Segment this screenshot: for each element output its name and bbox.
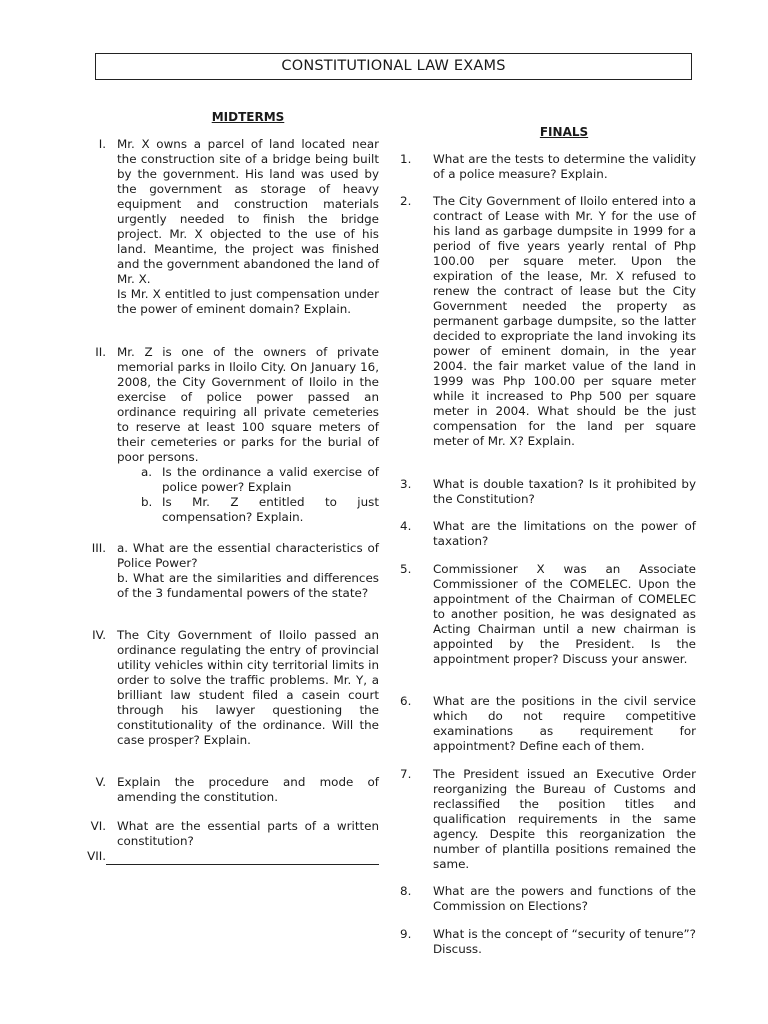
item-number: 7. bbox=[400, 767, 412, 781]
item-number: 3. bbox=[400, 477, 412, 491]
item-text bbox=[117, 775, 379, 805]
item-number: VII. bbox=[87, 849, 106, 863]
item-number: II. bbox=[95, 345, 106, 359]
item-text bbox=[117, 819, 379, 849]
item-number: III. bbox=[91, 541, 106, 555]
item-text: What is double taxation? Is it prohibited by the Constitution? bbox=[433, 477, 696, 506]
sub-item-letter: a. bbox=[141, 465, 153, 479]
item-text bbox=[117, 541, 379, 601]
item-paragraph: b. What are the similarities and differences of the 3 fundamental powers of the state? bbox=[117, 571, 379, 600]
item-text: What are the positions in the civil service which do not require competitive examinations as requirement for appointment? Define each of them. bbox=[433, 694, 696, 753]
item-number: I. bbox=[98, 137, 106, 151]
finals-heading: FINALS bbox=[539, 125, 589, 139]
item-paragraph: a. What are the essential characteristics of Police Power? bbox=[117, 541, 379, 570]
item-number: 4. bbox=[400, 519, 412, 533]
item-number: VI. bbox=[90, 819, 106, 833]
item-paragraph: Mr. Z is one of the owners of private memorial parks in Iloilo City. On January 16, 2008, the City Government of Iloilo in the exercise of police power passed an ordinance requiring all private cemeteries to reserve at least 100 square meters of their cemeteries or parks for the burial of poor persons. bbox=[117, 345, 379, 464]
item-paragraph: What are the essential parts of a written constitution? bbox=[117, 819, 379, 848]
item-number: 2. bbox=[400, 194, 412, 208]
sub-item-text: Is Mr. Z entitled to just compensation? Explain. bbox=[162, 495, 379, 524]
item-text: The City Government of Iloilo entered into a contract of Lease with Mr. Y for the use of his land as garbage dumpsite in 1999 for a period of five years yearly rental of Php 100.00 per square meter. Upon the expiration of the lease, Mr. X refused to renew the contract of lease but the City Government needed the property as permanent garbage dumpsite, so the latter decided to expropriate the land invoking its power of eminent domain, in the year 2004. the fair market value of the land in 1999 was Php 100.00 per square meter while it increased to Php 500 per square meter in 2004. What should be the just compensation for the land per square meter of Mr. X? Explain. bbox=[433, 194, 696, 448]
item-number: 5. bbox=[400, 562, 412, 576]
item-number: 6. bbox=[400, 694, 412, 708]
item-text: What is the concept of “security of tenure”? Discuss. bbox=[433, 927, 696, 956]
item-number: 8. bbox=[400, 884, 412, 898]
exam-title: CONSTITUTIONAL LAW EXAMS bbox=[95, 53, 692, 80]
item-paragraph: Is Mr. X entitled to just compensation under the power of eminent domain? Explain. bbox=[117, 287, 379, 316]
sub-item-letter: b. bbox=[141, 495, 153, 509]
item-text bbox=[117, 137, 379, 317]
sub-item-text: Is the ordinance a valid exercise of police power? Explain bbox=[162, 465, 379, 494]
item-text: What are the tests to determine the validity of a police measure? Explain. bbox=[433, 152, 696, 181]
item-text: The President issued an Executive Order reorganizing the Bureau of Customs and reclassified the position titles and qualification requirements in the same agency. Despite this reorganization the number of plantilla positions remained the same. bbox=[433, 767, 696, 871]
item-paragraph: Mr. X owns a parcel of land located near the construction site of a bridge being built by the government. His land was used by the government as storage of heavy equipment and construction materials urgently needed to finish the bridge project. Mr. X objected to the use of his land. Meantime, the project was finished and the government abandoned the land of Mr. X. bbox=[117, 137, 379, 286]
item-text: What are the limitations on the power of taxation? bbox=[433, 519, 696, 548]
item-paragraph: The City Government of Iloilo passed an ordinance regulating the entry of provincial utility vehicles within city territorial limits in order to solve the traffic problems. Mr. Y, a brilliant law student filed a casein court through his lawyer questioning the constitutionality of the ordinance. Will the case prosper? Explain. bbox=[117, 628, 379, 747]
item-paragraph: Explain the procedure and mode of amending the constitution. bbox=[117, 775, 379, 804]
item-number: 9. bbox=[400, 927, 412, 941]
item-text bbox=[117, 628, 379, 748]
midterms-heading: MIDTERMS bbox=[211, 110, 285, 124]
item-number: 1. bbox=[400, 152, 412, 166]
item-text bbox=[117, 345, 379, 465]
blank-answer-line bbox=[106, 864, 379, 865]
item-number: V. bbox=[95, 775, 106, 789]
item-number: IV. bbox=[92, 628, 106, 642]
item-text: Commissioner X was an Associate Commissioner of the COMELEC. Upon the appointment of the Chairman of COMELEC to another position, he was designated as Acting Chairman until a new chairman is appointed by the President. Is the appointment proper? Discuss your answer. bbox=[433, 562, 696, 666]
item-text: What are the powers and functions of the Commission on Elections? bbox=[433, 884, 696, 913]
